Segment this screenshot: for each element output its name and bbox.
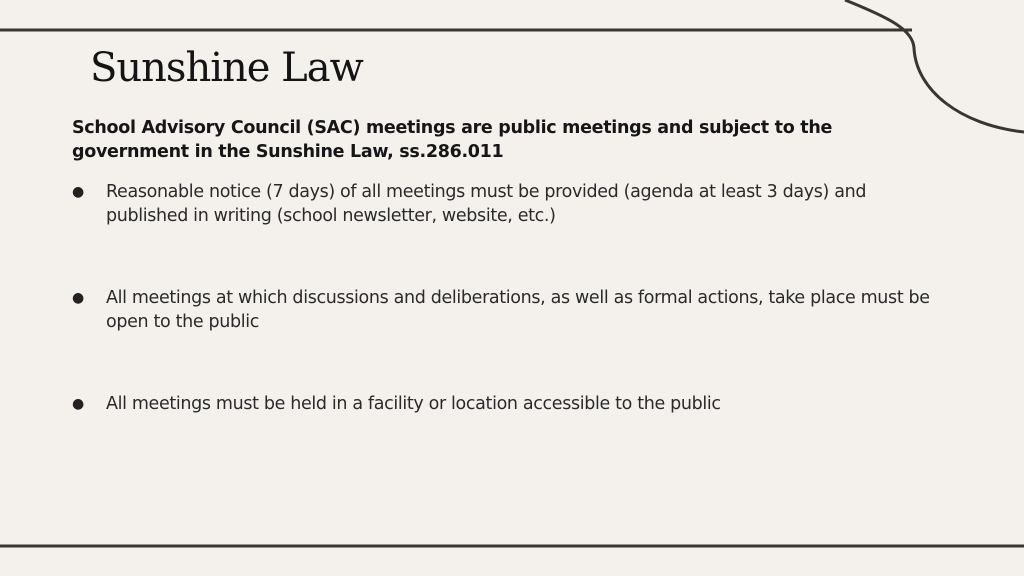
bullet-item (72, 286, 952, 334)
slide-title: Sunshine Law (90, 45, 363, 91)
bullet-item (72, 180, 952, 228)
bullet-dot-icon: ● (72, 396, 85, 412)
bullet-text: All meetings must be held in a facility or location accessible to the public (106, 394, 721, 414)
bullet-text: All meetings at which discussions and deliberations, as well as formal actions, take place must be open to the public (106, 288, 930, 332)
lead-paragraph: School Advisory Council (SAC) meetings are public meetings and subject to the government in the Sunshine Law, ss.286.011 (72, 118, 833, 162)
bullet-text: Reasonable notice (7 days) of all meetings must be provided (agenda at least 3 days) and published in writing (school newsletter, website, etc.) (106, 182, 867, 226)
bullet-dot-icon: ● (72, 184, 85, 200)
decorative-arc (845, 0, 1024, 132)
bullet-dot-icon: ● (72, 290, 85, 306)
bullet-item (72, 392, 952, 416)
